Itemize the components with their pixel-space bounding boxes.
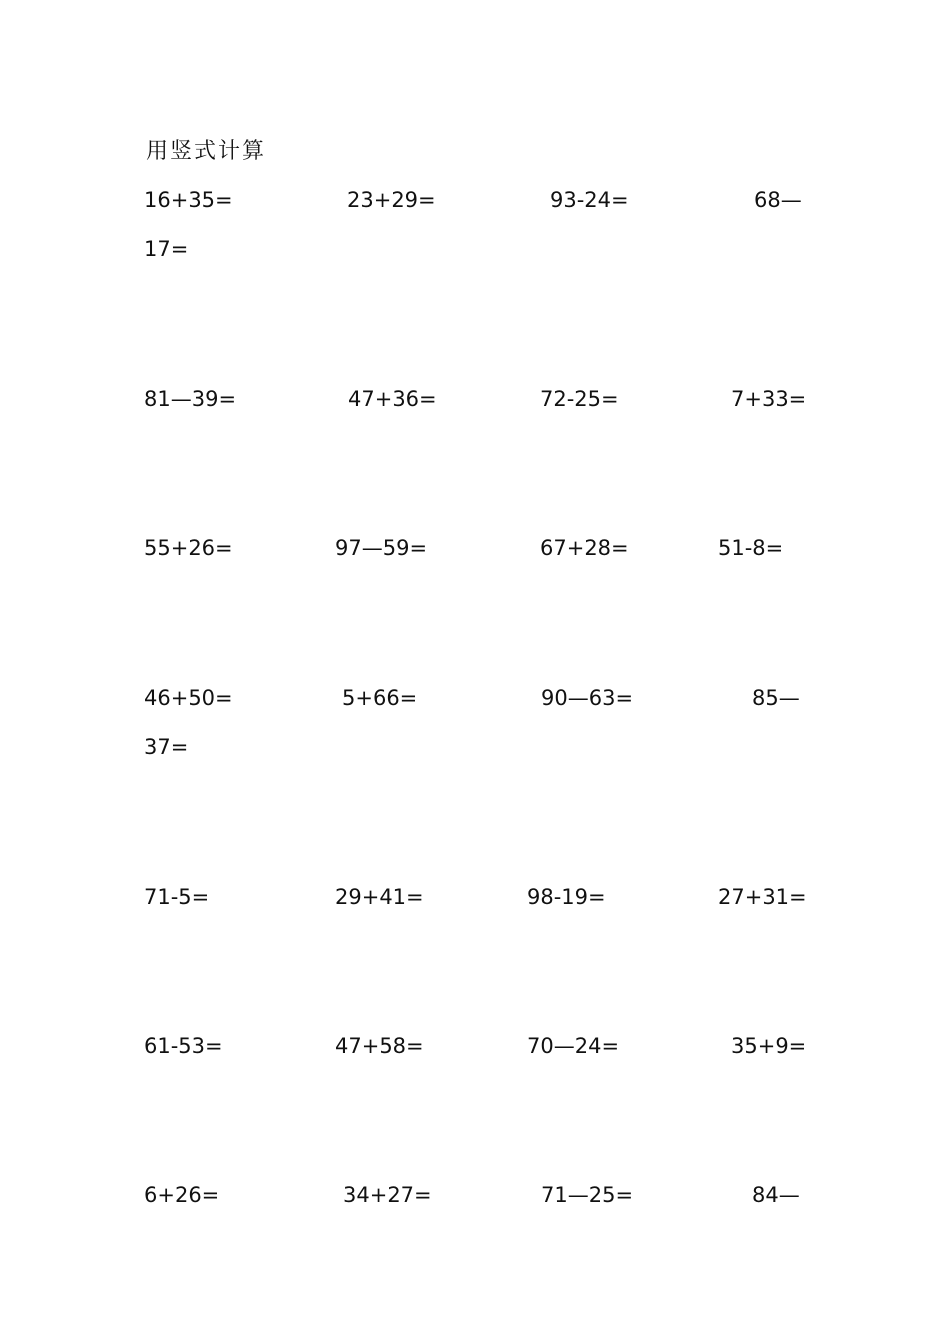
problem-23: 70—24=: [527, 1034, 620, 1058]
problem-5: 81—39=: [144, 387, 237, 411]
problem-9: 55+26=: [144, 536, 233, 560]
problem-1: 16+35=: [144, 188, 233, 212]
problem-16: 85—: [752, 686, 800, 710]
problem-11: 67+28=: [540, 536, 629, 560]
problem-6: 47+36=: [348, 387, 437, 411]
problem-12: 51-8=: [718, 536, 784, 560]
problem-4: 68—: [754, 188, 802, 212]
problem-27: 71—25=: [541, 1183, 634, 1207]
problem-10: 97—59=: [335, 536, 428, 560]
problem-17: 71-5=: [144, 885, 210, 909]
problem-15: 90—63=: [541, 686, 634, 710]
problem-25: 6+26=: [144, 1183, 220, 1207]
problem-19: 98-19=: [527, 885, 606, 909]
problem-2: 23+29=: [347, 188, 436, 212]
problem-7: 72-25=: [540, 387, 619, 411]
problem-21: 61-53=: [144, 1034, 223, 1058]
problem-16-wrap: 37=: [144, 735, 189, 759]
problem-13: 46+50=: [144, 686, 233, 710]
problem-26: 34+27=: [343, 1183, 432, 1207]
problem-8: 7+33=: [731, 387, 807, 411]
problem-20: 27+31=: [718, 885, 807, 909]
problem-24: 35+9=: [731, 1034, 807, 1058]
problem-22: 47+58=: [335, 1034, 424, 1058]
problem-4-wrap: 17=: [144, 237, 189, 261]
page-title: 用竖式计算: [146, 139, 267, 164]
problem-28: 84—: [752, 1183, 800, 1207]
problem-14: 5+66=: [342, 686, 418, 710]
problem-3: 93-24=: [550, 188, 629, 212]
problem-18: 29+41=: [335, 885, 424, 909]
